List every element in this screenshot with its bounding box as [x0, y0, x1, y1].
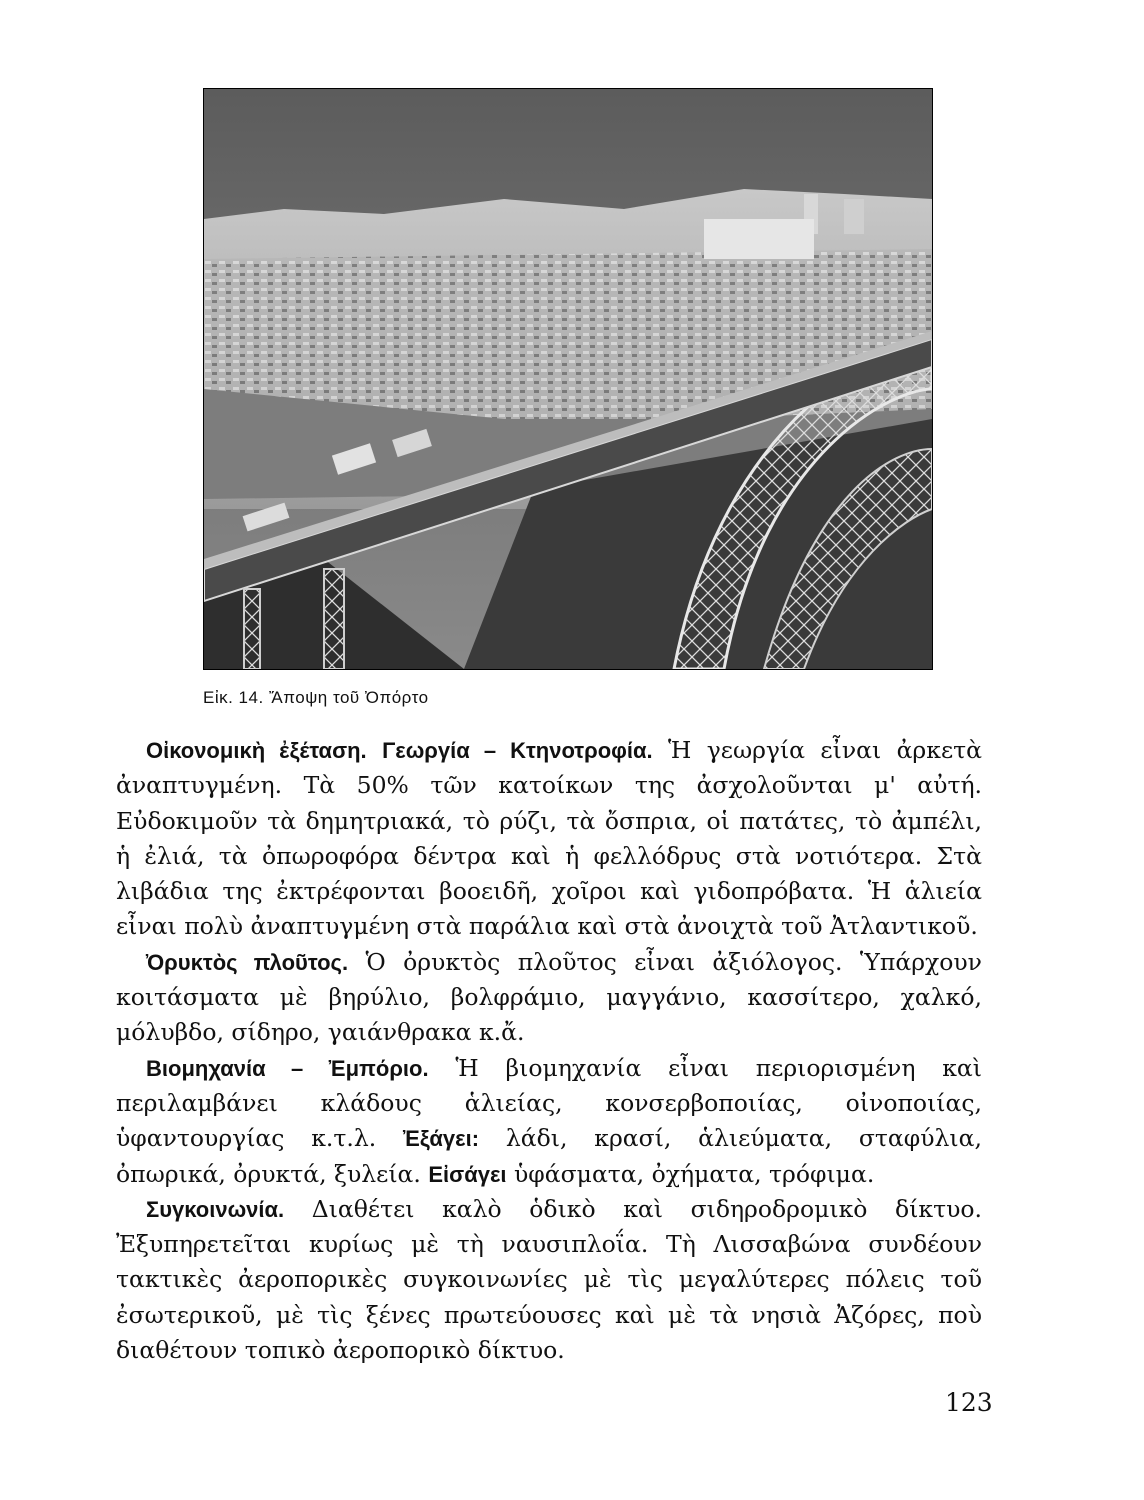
transport-text: Διαθέτει καλὸ ὁδικὸ καὶ σιδηροδρομικὸ δίκτυο. Ἐξυπηρετεῖται κυρίως μὲ τὴ ναυσιπλοΐα. Τὴ Λισσαβώνα συνδέουν τακτικὲς ἀεροπορικὲς συγκοινωνίες μὲ τὶς μεγαλύτερες πόλεις τοῦ ἐσωτερικοῦ, μὲ τὶς ξένες πρωτεύουσες καὶ μὲ τὰ νησιὰ Ἀζόρες, ποὺ διαθέτουν τοπικὸ ἀεροπορικὸ δίκτυο. [116, 1194, 982, 1365]
industry-text: Ἡ βιομηχανία εἶναι περιορισμένη καὶ περιλαμβάνει κλάδους ἁλιείας, κονσερβοποιίας, οἰνοποιίας, ὑφαντουργίας κ.τ.λ. [116, 1053, 982, 1153]
paragraph-industry [116, 1051, 982, 1192]
porto-bridge-photo [203, 88, 933, 670]
agriculture-text: Ἡ γεωργία εἶναι ἀρκετὰ ἀναπτυγμένη. Τὰ 50% τῶν κατοίκων της ἀσχολοῦνται μ' αὐτή. Εὐδοκιμοῦν τὰ δημητριακά, τὸ ρύζι, τὰ ὄσπρια, οἱ πατάτες, τὸ ἀμπέλι, ἡ ἐλιά, τὰ ὀπωροφόρα δέντρα καὶ ἡ φελλόδρυς στὰ νοτιότερα. Στὰ λιβάδια της ἐκτρέφονται βοοειδῆ, χοῖροι καὶ γιδοπρόβατα. Ἡ ἁλιεία εἶναι πολὺ ἀναπτυγμένη στὰ παράλια καὶ στὰ ἀνοιχτὰ τοῦ Ἀτλαντικοῦ. [116, 736, 982, 941]
exports-text: λάδι, κρασί, ἁλιεύματα, σταφύλια, ὀπωρικά, ὀρυκτά, ξυλεία. [116, 1124, 982, 1188]
paragraph-economy [116, 733, 982, 945]
exports-label: Ἐξάγει: [403, 1126, 480, 1152]
paragraph-transport [116, 1192, 982, 1368]
imports-text: ὑφάσματα, ὀχήματα, τρόφιμα. [514, 1159, 875, 1188]
paragraph-minerals [116, 945, 982, 1051]
minerals-text: Ὁ ὀρυκτὸς πλοῦτος εἶναι ἀξιόλογος. Ὑπάρχουν κοιτάσματα μὲ βηρύλιο, βολφράμιο, μαγγάνιο, κασσίτερο, χαλκό, μόλυβδο, σίδηρο, γαιάνθρακα κ.ἄ. [116, 947, 982, 1047]
body-text [116, 733, 982, 1368]
heading-economic-review: Οἰκονομικὴ ἐξέταση. [146, 738, 367, 763]
heading-agriculture: Γεωργία – Κτηνοτροφία. [382, 738, 653, 763]
page-number: 123 [945, 1388, 993, 1417]
heading-industry: Βιομηχανία – Ἐμπόριο. [146, 1055, 429, 1081]
figure-caption: Εἰκ. 14. Ἄποψη τοῦ Ὀπόρτο [203, 688, 429, 707]
imports-label: Εἰσάγει [428, 1161, 507, 1187]
heading-transport: Συγκοινωνία. [146, 1196, 285, 1222]
heading-minerals: Ὀρυκτὸς πλοῦτος. [146, 949, 349, 975]
